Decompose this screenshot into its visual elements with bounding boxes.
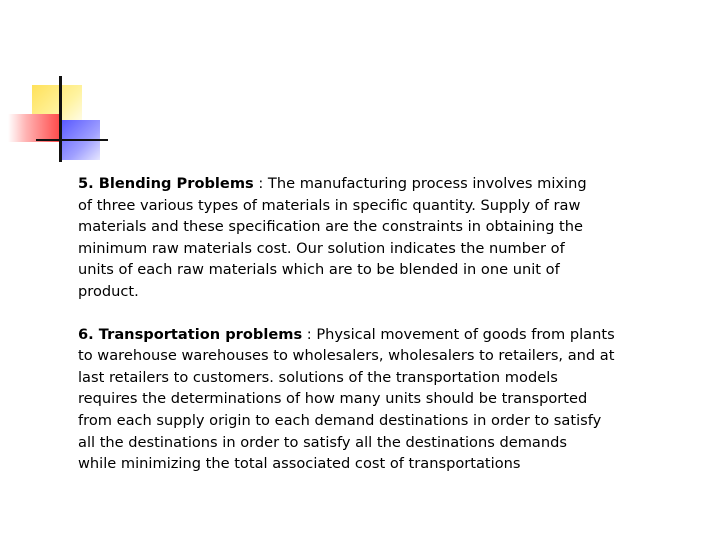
paragraph-line: units of each raw materials which are to be blended in one unit of [78, 261, 560, 279]
paragraph-line: to warehouse warehouses to wholesalers, wholesalers to retailers, and at [78, 347, 615, 365]
slide-content [78, 173, 678, 475]
paragraph-line: requires the determinations of how many units should be transported [78, 390, 588, 408]
paragraph-line: while minimizing the total associated cost of transportations [78, 455, 521, 473]
vertical-line-decoration [59, 76, 62, 162]
transportation-problems-paragraph [78, 324, 678, 475]
paragraph-line: of three various types of materials in specific quantity. Supply of raw [78, 196, 581, 214]
paragraph-line: minimum raw materials cost. Our solution indicates the number of [78, 239, 565, 257]
paragraph-line: product. [78, 282, 139, 300]
paragraph-line: 6. Transportation problems : Physical movement of goods from plants [78, 325, 615, 343]
paragraph-line: all the destinations in order to satisfy all the destinations demands [78, 433, 567, 451]
slide-decoration [0, 0, 110, 170]
horizontal-line-decoration [36, 139, 108, 141]
paragraph-line: last retailers to customers. solutions of the transportation models [78, 368, 558, 386]
blending-problems-paragraph [78, 173, 678, 303]
blending-problems-heading: 5. Blending Problems [78, 175, 254, 192]
paragraph-line: from each supply origin to each demand destinations in order to satisfy [78, 411, 602, 429]
paragraph-line: 5. Blending Problems : The manufacturing process involves mixing [78, 175, 587, 192]
red-bar-decoration [8, 114, 60, 142]
paragraph-line: materials and these specification are the constraints in obtaining the [78, 218, 583, 236]
transportation-problems-heading: 6. Transportation problems [78, 325, 303, 343]
